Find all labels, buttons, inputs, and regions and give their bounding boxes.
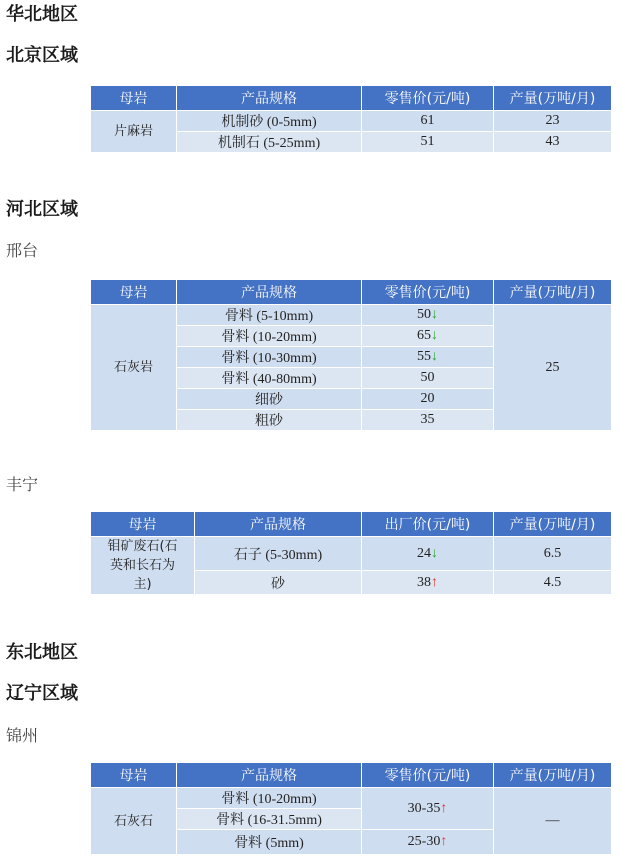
- spec-cell: 粗砂: [177, 410, 362, 431]
- up-arrow-icon: ↑: [440, 834, 448, 849]
- spec-cell: 石子 (5-30mm): [195, 537, 362, 571]
- header-output: 产量(万吨/月): [494, 86, 612, 111]
- city-label-xingtai: 邢台: [6, 241, 39, 260]
- header-price: 零售价(元/吨): [362, 280, 494, 305]
- price-cell: 51: [362, 132, 494, 153]
- price-cell: [362, 305, 494, 326]
- header-rock: 母岩: [91, 763, 177, 788]
- price-value: 38: [417, 574, 431, 590]
- section-title-liaoning: 辽宁区域: [6, 683, 78, 704]
- rock-type-cell: 片麻岩: [91, 111, 177, 153]
- header-rock: 母岩: [91, 512, 195, 537]
- down-arrow-icon: ↓: [431, 545, 438, 561]
- header-price: 零售价(元/吨): [362, 763, 494, 788]
- table-header-row: [91, 86, 612, 111]
- beijing-table: [90, 85, 612, 153]
- spec-cell: 机制砂 (0-5mm): [177, 111, 362, 132]
- header-spec: 产品规格: [177, 86, 362, 111]
- spec-cell: 骨料 (40-80mm): [177, 368, 362, 389]
- table-row: [91, 111, 612, 132]
- city-label-jinzhou: 锦州: [6, 726, 39, 745]
- table-header-row: [91, 280, 612, 305]
- spec-cell: 骨料 (5-10mm): [177, 305, 362, 326]
- down-arrow-icon: ↓: [431, 328, 438, 343]
- spec-cell: 细砂: [177, 389, 362, 410]
- price-value: 50: [417, 307, 431, 322]
- spec-cell: 砂: [195, 571, 362, 595]
- price-value: 25-30: [407, 834, 441, 849]
- up-arrow-icon: ↑: [440, 800, 448, 816]
- rock-type-line: 英和长石为: [109, 558, 175, 573]
- table-row: [91, 537, 612, 571]
- header-output: 产量(万吨/月): [494, 512, 612, 537]
- price-cell: 50: [362, 368, 494, 389]
- header-spec: 产品规格: [195, 512, 362, 537]
- price-cell: [362, 537, 494, 571]
- price-cell: [362, 347, 494, 368]
- jinzhou-table: [90, 762, 612, 855]
- price-value: 55: [417, 349, 431, 364]
- header-spec: 产品规格: [177, 763, 362, 788]
- price-cell: 20: [362, 389, 494, 410]
- down-arrow-icon: ↓: [431, 307, 438, 322]
- spec-cell: 骨料 (5mm): [177, 830, 362, 855]
- region-title-northeast: 东北地区: [6, 642, 78, 663]
- price-cell: [362, 326, 494, 347]
- header-spec: 产品规格: [177, 280, 362, 305]
- header-rock: 母岩: [91, 280, 177, 305]
- price-cell: [362, 571, 494, 595]
- output-cell: 23: [494, 111, 612, 132]
- table-row: [91, 788, 612, 809]
- output-cell: 4.5: [494, 571, 612, 595]
- spec-cell: 骨料 (10-20mm): [177, 326, 362, 347]
- rock-type-line: 主): [133, 577, 152, 592]
- header-output: 产量(万吨/月): [494, 280, 612, 305]
- header-price: 零售价(元/吨): [362, 86, 494, 111]
- price-cell: 61: [362, 111, 494, 132]
- city-label-fengning: 丰宁: [6, 475, 39, 494]
- output-cell: 43: [494, 132, 612, 153]
- rock-type-cell: 石灰岩: [91, 305, 177, 431]
- table-header-row: [91, 763, 612, 788]
- down-arrow-icon: ↓: [431, 349, 438, 364]
- price-value: 65: [417, 328, 431, 343]
- xingtai-table: [90, 279, 612, 431]
- price-cell: 35: [362, 410, 494, 431]
- spec-cell: 骨料 (10-30mm): [177, 347, 362, 368]
- spec-cell: 骨料 (16-31.5mm): [177, 809, 362, 830]
- price-cell: [362, 830, 494, 855]
- rock-type-line: 钼矿废石(石: [107, 539, 178, 554]
- rock-type-cell: [91, 537, 195, 595]
- price-value: 30-35: [407, 800, 441, 816]
- header-output: 产量(万吨/月): [494, 763, 612, 788]
- section-title-beijing: 北京区域: [6, 45, 78, 66]
- section-title-hebei: 河北区域: [6, 199, 78, 220]
- output-cell: —: [494, 788, 612, 855]
- spec-cell: 机制石 (5-25mm): [177, 132, 362, 153]
- spec-cell: 骨料 (10-20mm): [177, 788, 362, 809]
- table-row: [91, 305, 612, 326]
- region-title-north: 华北地区: [6, 4, 78, 25]
- price-cell: [362, 788, 494, 830]
- output-cell: 6.5: [494, 537, 612, 571]
- table-header-row: [91, 512, 612, 537]
- header-price: 出厂价(元/吨): [362, 512, 494, 537]
- header-rock: 母岩: [91, 86, 177, 111]
- output-cell: 25: [494, 305, 612, 431]
- up-arrow-icon: ↑: [431, 574, 438, 590]
- rock-type-cell: 石灰石: [91, 788, 177, 855]
- price-value: 24: [417, 545, 431, 561]
- fengning-table: [90, 511, 612, 595]
